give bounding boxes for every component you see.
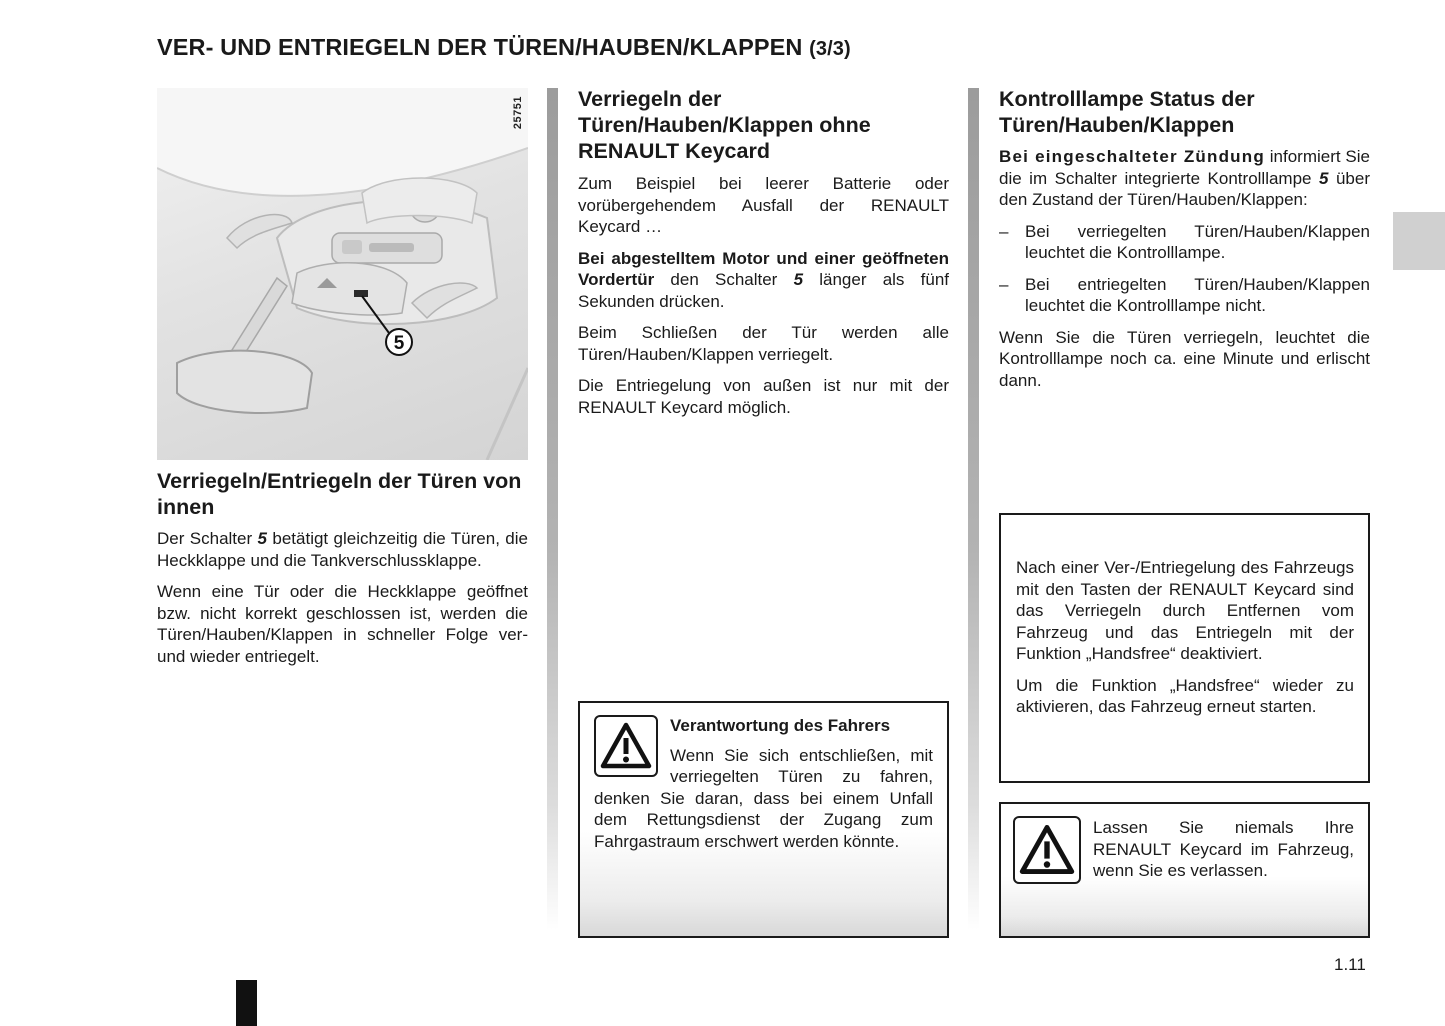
left-paragraph-1 [157, 528, 528, 571]
driver-responsibility-warning [578, 701, 949, 938]
chapter-thumb-tab [1393, 212, 1445, 270]
middle-paragraph-2 [578, 248, 949, 313]
page-title [157, 34, 851, 61]
bold-run: Bei abgestelltem Motor und einer geöffneten Vordertür [578, 248, 949, 289]
middle-paragraph-4: Die Entriegelung von außen ist nur mit der RENAULT Keycard möglich. [578, 376, 949, 417]
text-run: über den Zustand der Türen/Hauben/Klappen: [999, 168, 1370, 209]
note-paragraph-2: Um die Funktion „Handsfree“ wieder zu aktivieren, das Fahrzeug erneut starten. [1016, 675, 1354, 716]
warning-text: Wenn Sie sich entschließen, mit verriegelten Türen zu fahren, denken Sie daran, dass bei einem Unfall dem Rettungsdienst der Zugang zum Fahrgastraum erschwert werden könnte. [594, 745, 933, 851]
status-list [999, 221, 1370, 317]
text-run: betätigt gleichzeitig die Türen, die Heckklappe und die Tankverschlussklappe. [157, 529, 528, 570]
warning-title: Verantwortung des Fahrers [670, 716, 891, 735]
switch-number: 5 [1319, 168, 1329, 188]
figure-code: 25751 [512, 96, 524, 130]
note-paragraph-1: Nach einer Ver-/Entriegelung des Fahrzeugs mit den Tasten der RENAULT Keycard sind das Verriegeln durch Entfernen vom Fahrzeug und das Entriegeln mit der Funktion „Handsfree“ deaktiviert. [1016, 558, 1354, 663]
handsfree-note [999, 513, 1370, 783]
list-item: – Bei verriegelten Türen/Hauben/Klappen leuchtet die Kontrolllampe. [999, 221, 1370, 264]
right-heading: Kontrolllampe Status der Türen/Hauben/Klappen [999, 87, 1255, 137]
text-run: länger als fünf Sekunden drücken. [578, 270, 949, 311]
print-mark [236, 980, 257, 1026]
overhead-console-figure [157, 88, 528, 460]
warning-triangle-icon [594, 715, 658, 777]
page-title-suffix: (3/3) [809, 38, 851, 60]
text-run: informiert Sie die im Schalter integrierte Kontrolllampe [999, 147, 1370, 188]
text-run: den Schalter [654, 270, 794, 289]
callout-number: 5 [393, 333, 405, 354]
keycard-warning-text: Lassen Sie niemals Ihre RENAULT Keycard im Fahrzeug, wenn Sie es verlassen. [1093, 818, 1354, 880]
middle-heading: Verriegeln der Türen/Hauben/Klappen ohne RENAULT Keycard [578, 87, 871, 163]
warning-triangle-icon [1013, 816, 1081, 884]
switch-number: 5 [793, 270, 804, 289]
right-paragraph-2: Wenn Sie die Türen verriegeln, leuchtet die Kontrolllampe noch ca. eine Minute und erlischt dann. [999, 327, 1370, 390]
column-separator [547, 88, 558, 930]
left-paragraph-2: Wenn eine Tür oder die Heckklappe geöffnet bzw. nicht korrekt geschlossen ist, werden die Türen/Hauben/Klappen in schneller Folge ver- und wieder entriegelt. [157, 582, 528, 666]
page-number: 1.11 [1334, 955, 1366, 974]
bold-run: Bei eingeschalteter Zündung [999, 147, 1265, 166]
left-heading: Verriegeln/Entriegeln der Türen von innen [157, 469, 522, 519]
switch-number: 5 [257, 529, 267, 548]
right-column [999, 86, 1370, 401]
right-paragraph-1 [999, 146, 1370, 211]
middle-paragraph-1: Zum Beispiel bei leerer Batterie oder vorübergehendem Ausfall der RENAULT Keycard … [578, 174, 949, 236]
middle-column [578, 86, 949, 428]
keycard-warning [999, 802, 1370, 938]
page-title-text: VER- UND ENTRIEGELN DER TÜREN/HAUBEN/KLAPPEN [157, 34, 803, 60]
left-column [157, 86, 528, 677]
list-item: – Bei entriegelten Türen/Hauben/Klappen leuchtet die Kontrolllampe nicht. [999, 274, 1370, 317]
overhead-console-illustration [157, 88, 528, 460]
column-separator [968, 88, 979, 930]
middle-paragraph-3: Beim Schließen der Tür werden alle Türen/Hauben/Klappen verriegelt. [578, 323, 949, 364]
text-run: Der Schalter [157, 529, 258, 548]
